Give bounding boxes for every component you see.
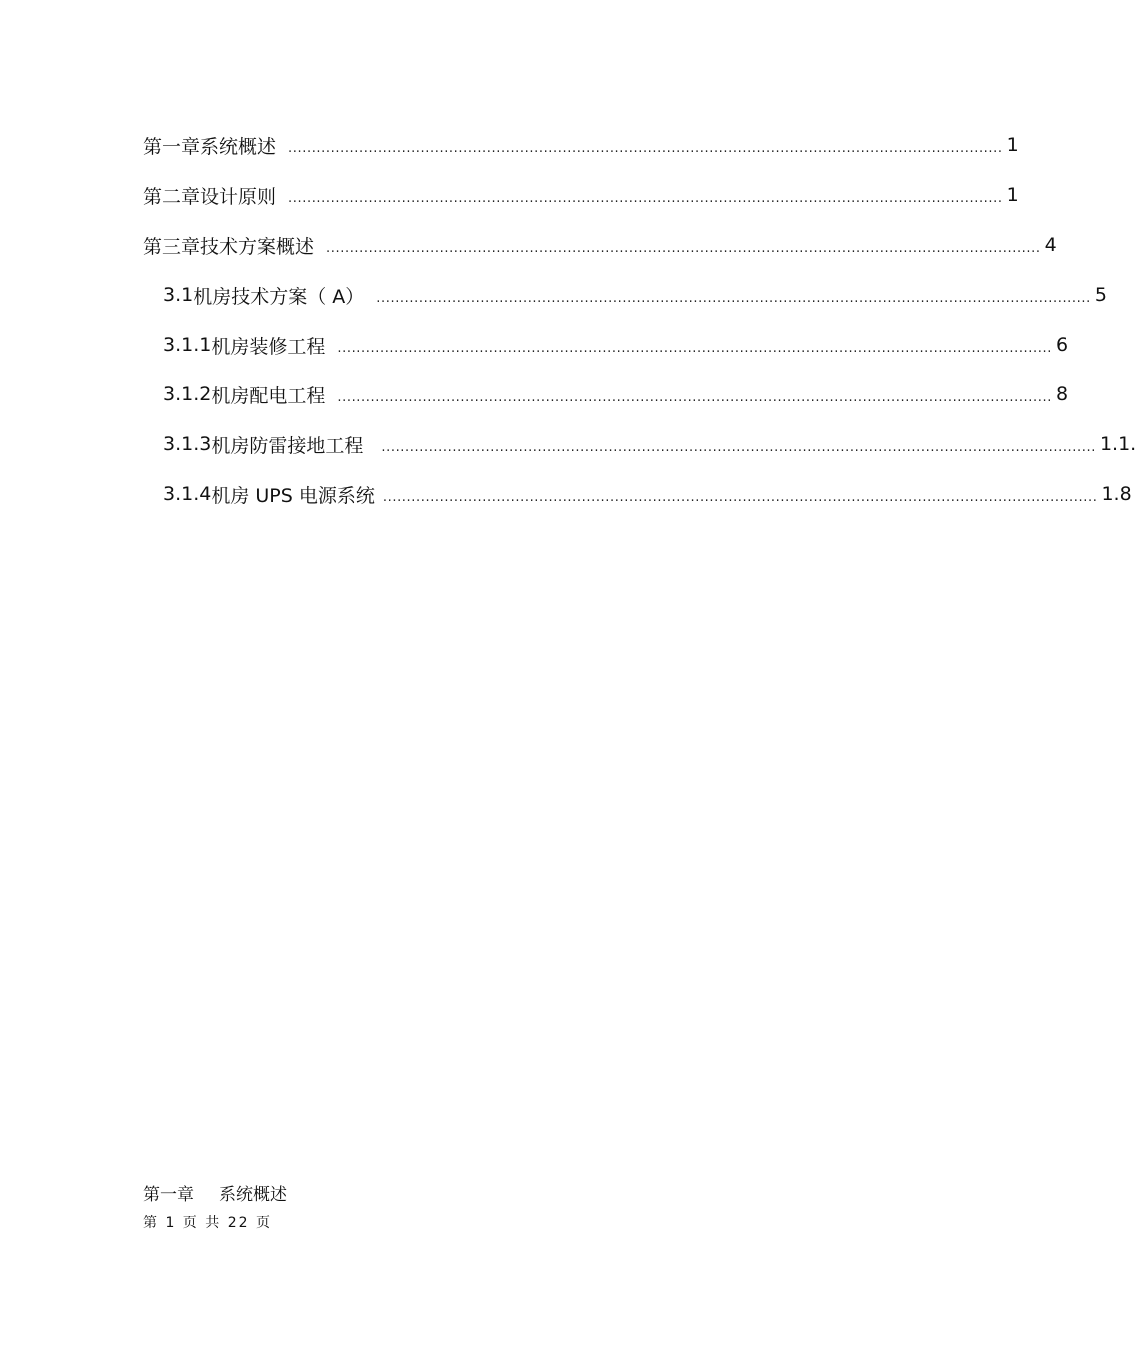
toc-entry-number: 3.1.4 [163,483,212,505]
toc-entry-page: 6 [1055,334,1069,356]
toc-entry-number: 3.1.3 [163,433,212,455]
chapter-heading [143,1180,287,1205]
toc-entry-section-3-1[interactable] [163,280,1107,310]
toc-dot-leader: ....................................................................................................................................................... [288,140,1003,156]
chapter-heading-number: 第一章 [143,1185,194,1205]
toc-entry-title: 系统概述 [200,135,277,158]
toc-dot-leader: ....................................................................................................................................................... [337,389,1052,405]
toc-entry-number: 第一章 [143,135,201,158]
toc-entry-page: 5 [1094,284,1107,306]
toc-entry-number: 3.1.2 [163,383,212,405]
toc-dot-leader: ....................................................................................................................................................... [337,340,1052,356]
toc-dot-leader: ....................................................................................................................................................... [326,240,1041,256]
toc-entry-chapter-3[interactable] [143,230,1057,260]
toc-entry-title: 技术方案概述 [200,235,315,258]
toc-entry-title: 机房配电工程 [211,384,326,407]
toc-entry-chapter-2[interactable] [143,180,1019,210]
toc-entry-page: 1.8 [1101,483,1132,505]
toc-entry-page: 4 [1044,234,1057,256]
page-footer: 第 1 页 共 22 页 [143,1215,272,1231]
toc-entry-section-3-1-3[interactable] [163,429,1136,459]
toc-entry-page: 8 [1055,383,1069,405]
toc-entry-title: 机房技术方案（ A） [193,285,365,308]
toc-entry-number: 3.1.1 [163,334,212,356]
toc-entry-number: 3.1 [163,284,194,306]
toc-entry-title: 设计原则 [200,185,277,208]
toc-entry-title: 机房防雷接地工程 [211,434,364,457]
toc-entry-section-3-1-4[interactable] [163,479,1132,509]
toc-entry-page: 1 [1006,134,1019,156]
toc-entry-section-3-1-1[interactable] [163,330,1069,360]
toc-entry-page: 1.1. [1099,433,1136,455]
toc-entry-section-3-1-2[interactable] [163,379,1069,409]
chapter-heading-title: 系统概述 [219,1185,287,1205]
toc-dot-leader: ....................................................................................................................................................... [381,439,1096,455]
toc-entry-title: 机房装修工程 [211,335,326,358]
toc-entry-number: 第三章 [143,235,201,258]
toc-dot-leader: ....................................................................................................................................................... [376,290,1091,306]
toc-dot-leader: ....................................................................................................................................................... [288,190,1003,206]
toc-entry-chapter-1[interactable] [143,130,1019,160]
toc-dot-leader: ....................................................................................................................................................... [382,489,1098,505]
toc-entry-page: 1 [1006,184,1019,206]
toc-entry-title: 机房 UPS 电源系统 [211,484,375,507]
toc-entry-number: 第二章 [143,185,201,208]
